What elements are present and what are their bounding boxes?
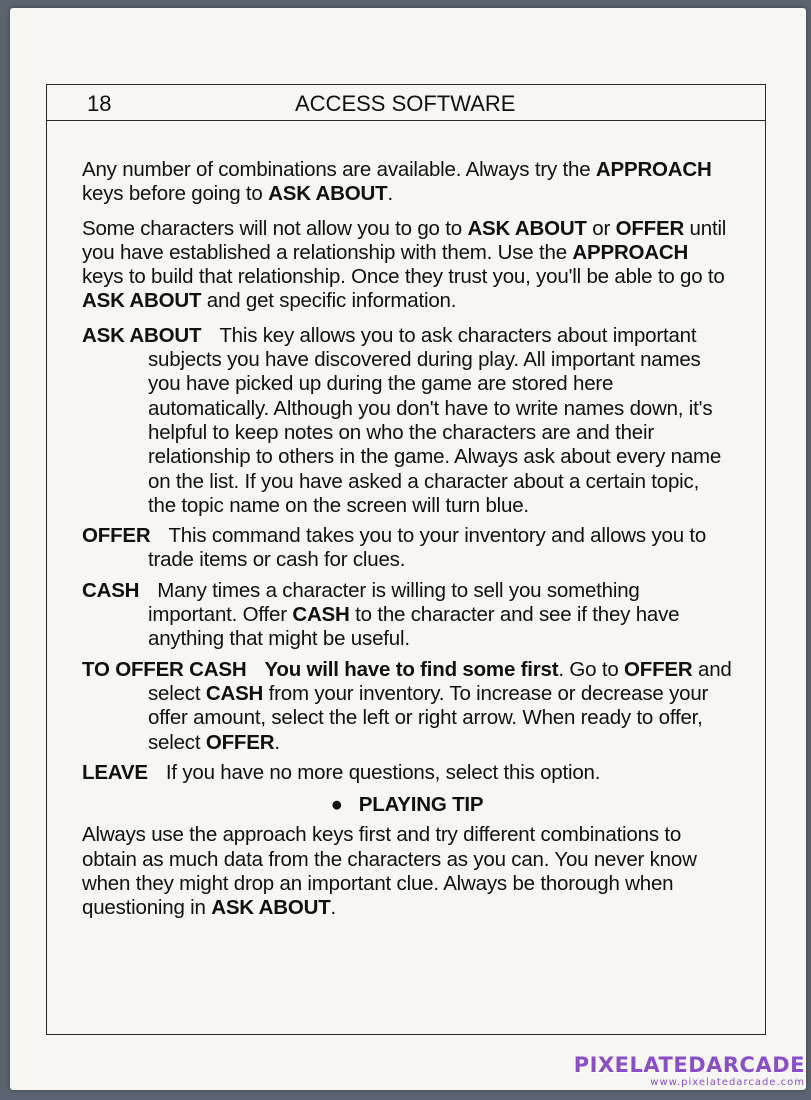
watermark-url: www.pixelatedarcade.com [650, 1077, 805, 1088]
page-content [82, 158, 732, 931]
relationship-paragraph: Some characters will not allow you to go to ASK ABOUT or OFFER until you have established a relationship with them. Use the APPROACH keys to build that relationship. Once they trust you, you'll be able to go to ASK ABOUT and get specific information. [82, 216, 727, 313]
intro-paragraph: Any number of combinations are available. Always try the APPROACH keys before going to ASK ABOUT. [82, 158, 712, 206]
leave-term: LEAVE [82, 760, 148, 784]
playing-tip-heading: ● PLAYING TIP [330, 793, 484, 817]
leave-entry: LEAVE If you have no more questions, select this option. [82, 760, 601, 784]
cash-term: CASH [82, 578, 140, 602]
watermark [574, 1053, 805, 1088]
running-title: ACCESS SOFTWARE [295, 91, 516, 116]
offer-term: OFFER [82, 524, 151, 548]
ask-about-term: ASK ABOUT [82, 323, 202, 347]
to-offer-cash-entry: TO OFFER CASH You will have to find some first. Go to OFFER and select CASH from your inventory. To increase or decrease your offer amount, select the left or right arrow. When ready to offer, select OFFER. [82, 657, 732, 754]
playing-tip-paragraph: Always use the approach keys first and try different combinations to obtain as much data from the characters as you can. You never know when they might drop an important clue. Always be thorough when questioning in ASK ABOUT. [82, 823, 697, 920]
offer-entry: OFFER This command takes you to your inventory and allows you to trade items or cash for clues. [82, 524, 707, 572]
bullet-icon: ● [330, 793, 343, 817]
watermark-brand: PIXELATEDARCADE [573, 1053, 805, 1077]
cash-entry: CASH Many times a character is willing to sell you something important. Offer CASH to the character and see if they have anything that might be useful. [82, 578, 680, 651]
ask-about-entry: ASK ABOUT This key allows you to ask characters about important subjects you have discovered during play. All important names you have picked up during the game are stored here automatically. Although you don't have to write names down, it's helpful to keep notes on who the characters are and their relationship to others in the game. Always ask about every name on the list. If you have asked a character about a certain topic, the topic name on the screen will turn blue. [82, 323, 722, 517]
manual-page [10, 8, 806, 1090]
page-number: 18 [87, 91, 112, 116]
page-header [47, 85, 765, 121]
to-offer-cash-term: TO OFFER CASH [82, 657, 247, 681]
